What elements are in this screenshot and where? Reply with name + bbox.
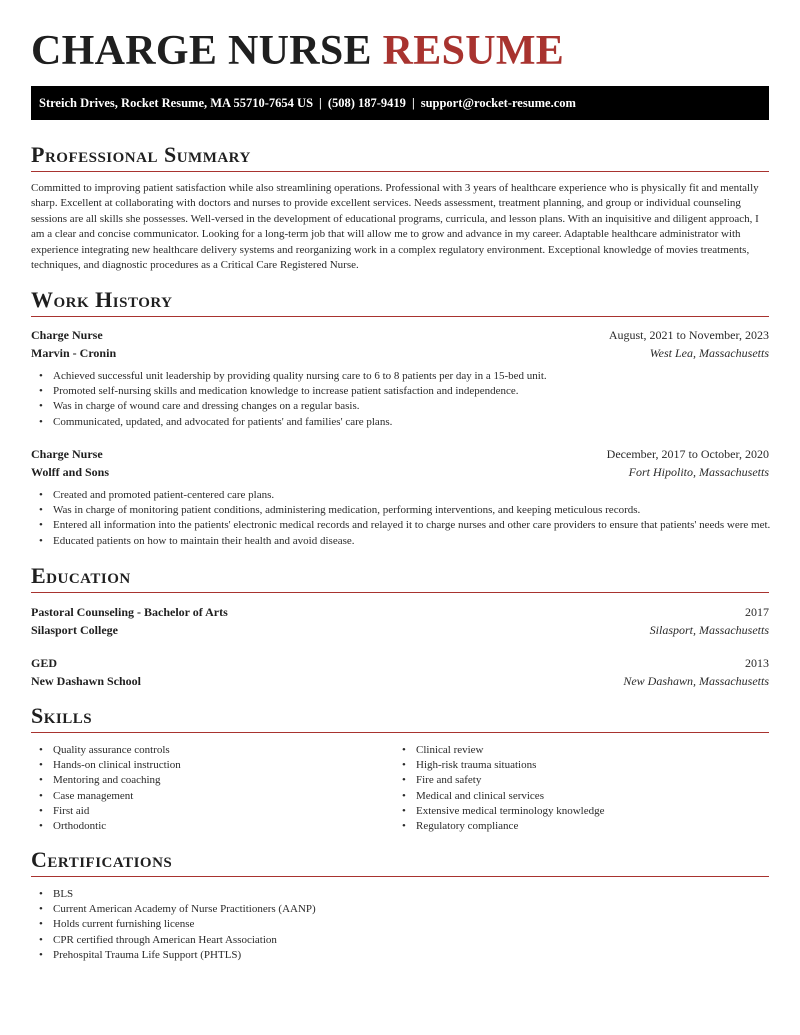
certification-item: • CPR certified through American Heart Association xyxy=(53,933,316,948)
skill-item: • Regulatory compliance xyxy=(416,819,604,834)
title-main: CHARGE NURSE xyxy=(31,28,372,74)
certification-item: • Prehospital Trauma Life Support (PHTLS) xyxy=(53,948,316,963)
education-location: New Dashawn, Massachusetts xyxy=(623,674,769,688)
contact-phone: (508) 187-9419 xyxy=(327,96,406,110)
resume-title xyxy=(31,28,564,74)
list-item: • Communicated, updated, and advocated for patients' and families' care plans. xyxy=(53,415,547,430)
skill-item: • Mentoring and coaching xyxy=(53,773,181,788)
education-location: Silasport, Massachusetts xyxy=(649,623,769,637)
job-location: Fort Hipolito, Massachusetts xyxy=(628,465,769,479)
list-item: • Created and promoted patient-centered care plans. xyxy=(53,488,770,503)
job-company: Marvin - Cronin xyxy=(31,346,117,360)
contact-bar xyxy=(31,86,769,120)
summary-text: Committed to improving patient satisfaction while also streamlining operations. Professional with 3 years of healthcare experience who is physically fit and mentally sharp. Excellent at collaborating with doctors and nurses to provide excellent services. Needs assessment, treatment planning, and group or individual counseling sessions are all skills she possesses. Well-versed in the development of educational programs, curricula, and lesson plans. With an inquisitive and diligent approach, I am a clear and concise communicator. Looking for a long-term job that will allow me to grow and advance in my career. Adaptable healthcare administrator with experience integrating new healthcare delivery systems and reorganizing work in a complex regulatory environment. Exceptional knowledge of movies treatments, techniques, and diagnostic procedures as a Critical Care Registered Nurse. xyxy=(31,182,759,272)
skill-item: • High-risk trauma situations xyxy=(416,758,604,773)
education-degree: Pastoral Counseling - Bachelor of Arts xyxy=(31,605,228,619)
contact-email: support@rocket-resume.com xyxy=(420,96,576,110)
education-degree: GED xyxy=(31,656,58,670)
certification-item: • BLS xyxy=(53,887,316,902)
list-item: • Entered all information into the patients' electronic medical records and relayed it to charge nurses and other care providers to ensure that patients' needs were met. xyxy=(53,518,770,533)
skill-item: • Quality assurance controls xyxy=(53,743,181,758)
certifications-list xyxy=(53,887,316,963)
list-item: • Promoted self-nursing skills and medication knowledge to increase patient satisfaction and independence. xyxy=(53,384,547,399)
job-title: Charge Nurse xyxy=(31,447,103,461)
job-dates: August, 2021 to November, 2023 xyxy=(608,328,769,342)
job-bullets xyxy=(53,369,547,430)
certification-item: • Current American Academy of Nurse Practitioners (AANP) xyxy=(53,902,316,917)
job-header-row xyxy=(31,445,769,463)
job-title: Charge Nurse xyxy=(31,328,103,342)
skill-item: • Fire and safety xyxy=(416,773,604,788)
job-dates: December, 2017 to October, 2020 xyxy=(606,447,769,461)
job-header-row xyxy=(31,326,769,344)
education-degree-row xyxy=(31,654,769,672)
skill-item: • Clinical review xyxy=(416,743,604,758)
certification-item: • Holds current furnishing license xyxy=(53,917,316,932)
job-company-row xyxy=(31,463,769,481)
job-bullets xyxy=(53,488,770,549)
education-school-row xyxy=(31,621,769,639)
job-location: West Lea, Massachusetts xyxy=(649,346,769,360)
education-school: New Dashawn School xyxy=(31,674,142,688)
job-company: Wolff and Sons xyxy=(31,465,110,479)
education-school-row xyxy=(31,672,769,690)
skill-item: • Medical and clinical services xyxy=(416,789,604,804)
list-item: • Was in charge of wound care and dressing changes on a regular basis. xyxy=(53,399,547,414)
skills-heading: Skills xyxy=(31,702,769,733)
education-school: Silasport College xyxy=(31,623,118,637)
education-year: 2017 xyxy=(745,605,769,619)
contact-separator: | xyxy=(411,96,415,110)
skill-item: • Extensive medical terminology knowledge xyxy=(416,804,604,819)
skill-item: • Case management xyxy=(53,789,181,804)
list-item: • Achieved successful unit leadership by providing quality nursing care to 6 to 8 patients per day in a 15-bed unit. xyxy=(53,369,547,384)
skill-item: • Hands-on clinical instruction xyxy=(53,758,181,773)
education-degree-row xyxy=(31,603,769,621)
skill-item: • First aid xyxy=(53,804,181,819)
job-company-row xyxy=(31,344,769,362)
list-item: • Educated patients on how to maintain their health and avoid disease. xyxy=(53,534,770,549)
education-year: 2013 xyxy=(745,656,769,670)
list-item: • Was in charge of monitoring patient conditions, administering medication, performing interventions, and keeping meticulous records. xyxy=(53,503,770,518)
contact-address: Streich Drives, Rocket Resume, MA 55710-7654 US xyxy=(39,96,314,110)
skill-item: • Orthodontic xyxy=(53,819,181,834)
contact-separator: | xyxy=(319,96,322,110)
certifications-heading: Certifications xyxy=(31,846,769,877)
work-history-heading: Work History xyxy=(31,286,769,317)
skills-list-left xyxy=(53,743,181,834)
education-heading: Education xyxy=(31,562,769,593)
skills-list-right xyxy=(416,743,604,834)
title-accent: RESUME xyxy=(382,28,565,74)
summary-heading: Professional Summary xyxy=(31,141,769,172)
